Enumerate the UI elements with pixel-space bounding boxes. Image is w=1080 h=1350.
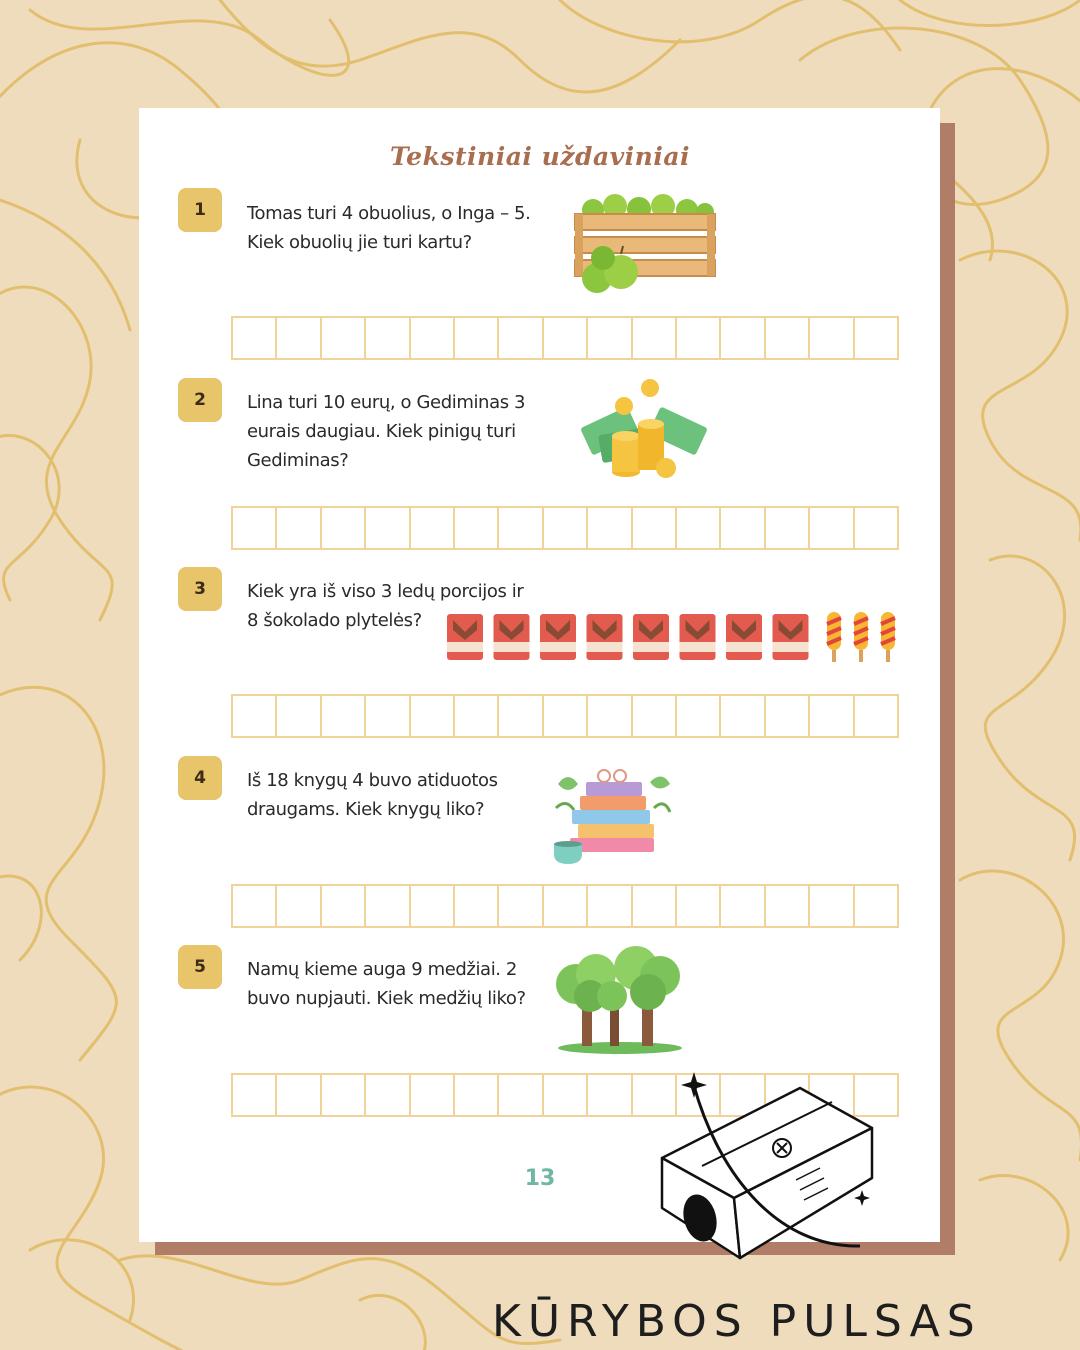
chocolate-and-icecream-icons (447, 612, 907, 664)
answer-cell[interactable] (721, 886, 765, 926)
question-text (247, 388, 525, 475)
question-text (247, 199, 530, 257)
answer-cell[interactable] (322, 886, 366, 926)
question-line: buvo nupjauti. Kiek medžių liko? (247, 988, 526, 1009)
answer-cell[interactable] (499, 318, 543, 358)
answer-cell[interactable] (810, 696, 854, 736)
answer-cell[interactable] (366, 886, 410, 926)
chocolate-bar-icon (494, 614, 530, 660)
answer-cell[interactable] (277, 886, 321, 926)
ice-cream-icon (854, 612, 868, 662)
answer-cell[interactable] (455, 1075, 499, 1115)
answer-cell[interactable] (233, 508, 277, 548)
answer-cell[interactable] (499, 696, 543, 736)
answer-cell[interactable] (810, 886, 854, 926)
answer-cell[interactable] (322, 318, 366, 358)
question-number-badge: 4 (178, 756, 222, 800)
chocolate-bar-icon (540, 614, 576, 660)
answer-cell[interactable] (721, 508, 765, 548)
answer-cell[interactable] (322, 508, 366, 548)
answer-cell[interactable] (233, 318, 277, 358)
answer-grid[interactable] (231, 694, 899, 738)
answer-cell[interactable] (721, 696, 765, 736)
answer-cell[interactable] (633, 696, 677, 736)
answer-cell[interactable] (855, 696, 897, 736)
chocolate-bar-icon (773, 614, 809, 660)
answer-cell[interactable] (455, 318, 499, 358)
question-line: Kiek yra iš viso 3 ledų porcijos ir (247, 581, 524, 602)
answer-cell[interactable] (677, 886, 721, 926)
answer-cell[interactable] (544, 1075, 588, 1115)
answer-cell[interactable] (277, 508, 321, 548)
question-line: draugams. Kiek knygų liko? (247, 799, 485, 820)
question-line: Iš 18 knygų 4 buvo atiduotos (247, 770, 498, 791)
answer-cell[interactable] (766, 508, 810, 548)
answer-cell[interactable] (499, 508, 543, 548)
answer-cell[interactable] (633, 318, 677, 358)
answer-cell[interactable] (411, 696, 455, 736)
answer-cell[interactable] (855, 508, 897, 548)
answer-grid[interactable] (231, 506, 899, 550)
question-line: Gediminas? (247, 450, 349, 471)
answer-cell[interactable] (455, 508, 499, 548)
answer-cell[interactable] (233, 696, 277, 736)
answer-cell[interactable] (588, 1075, 632, 1115)
answer-cell[interactable] (455, 696, 499, 736)
answer-cell[interactable] (677, 696, 721, 736)
answer-cell[interactable] (633, 508, 677, 548)
answer-cell[interactable] (233, 886, 277, 926)
answer-cell[interactable] (855, 886, 897, 926)
answer-cell[interactable] (810, 508, 854, 548)
answer-cell[interactable] (277, 318, 321, 358)
answer-cell[interactable] (366, 1075, 410, 1115)
answer-cell[interactable] (677, 318, 721, 358)
chocolate-bar-icon (447, 614, 483, 660)
answer-cell[interactable] (411, 318, 455, 358)
answer-cell[interactable] (588, 886, 632, 926)
answer-cell[interactable] (233, 1075, 277, 1115)
money-icon (580, 376, 708, 488)
brand-name: KŪRYBOS PULSAS (492, 1296, 982, 1347)
chocolate-bar-icon (726, 614, 762, 660)
apple-crate-icon (573, 192, 718, 300)
answer-cell[interactable] (366, 696, 410, 736)
answer-cell[interactable] (277, 696, 321, 736)
worksheet-title: Tekstiniai uždaviniai (389, 142, 691, 171)
answer-cell[interactable] (455, 886, 499, 926)
answer-cell[interactable] (633, 886, 677, 926)
answer-cell[interactable] (499, 886, 543, 926)
answer-cell[interactable] (544, 318, 588, 358)
answer-cell[interactable] (677, 508, 721, 548)
question-line: Tomas turi 4 obuolius, o Inga – 5. (247, 203, 531, 224)
answer-cell[interactable] (544, 508, 588, 548)
answer-cell[interactable] (499, 1075, 543, 1115)
answer-cell[interactable] (544, 886, 588, 926)
answer-cell[interactable] (366, 508, 410, 548)
answer-cell[interactable] (411, 886, 455, 926)
answer-cell[interactable] (277, 1075, 321, 1115)
answer-cell[interactable] (544, 696, 588, 736)
ice-cream-icon (827, 612, 841, 662)
answer-cell[interactable] (588, 696, 632, 736)
answer-cell[interactable] (588, 318, 632, 358)
chocolate-bar-icon (680, 614, 716, 660)
question-text (247, 766, 498, 824)
question-number-badge: 1 (178, 188, 222, 232)
answer-cell[interactable] (411, 508, 455, 548)
answer-grid[interactable] (231, 884, 899, 928)
page-number: 13 (524, 1166, 556, 1191)
question-number-badge: 3 (178, 567, 222, 611)
pencil-sharpener-logo (650, 1068, 880, 1268)
question-line: Namų kieme auga 9 medžiai. 2 (247, 959, 517, 980)
question-line: Lina turi 10 eurų, o Gediminas 3 (247, 392, 526, 413)
answer-cell[interactable] (766, 696, 810, 736)
answer-cell[interactable] (810, 318, 854, 358)
answer-cell[interactable] (855, 318, 897, 358)
answer-cell[interactable] (322, 696, 366, 736)
answer-cell[interactable] (766, 886, 810, 926)
question-line: Kiek obuolių jie turi kartu? (247, 232, 472, 253)
answer-cell[interactable] (721, 318, 765, 358)
books-icon (550, 764, 672, 866)
question-number-badge: 5 (178, 945, 222, 989)
answer-cell[interactable] (588, 508, 632, 548)
trees-icon (548, 944, 690, 1056)
question-text (247, 955, 526, 1013)
ice-cream-icon (881, 612, 895, 662)
answer-cell[interactable] (366, 318, 410, 358)
chocolate-bar-icon (587, 614, 623, 660)
question-line: 8 šokolado plytelės? (247, 610, 422, 631)
answer-cell[interactable] (322, 1075, 366, 1115)
answer-cell[interactable] (766, 318, 810, 358)
question-number-badge: 2 (178, 378, 222, 422)
chocolate-bar-icon (633, 614, 669, 660)
question-line: eurais daugiau. Kiek pinigų turi (247, 421, 516, 442)
answer-grid[interactable] (231, 316, 899, 360)
answer-cell[interactable] (411, 1075, 455, 1115)
